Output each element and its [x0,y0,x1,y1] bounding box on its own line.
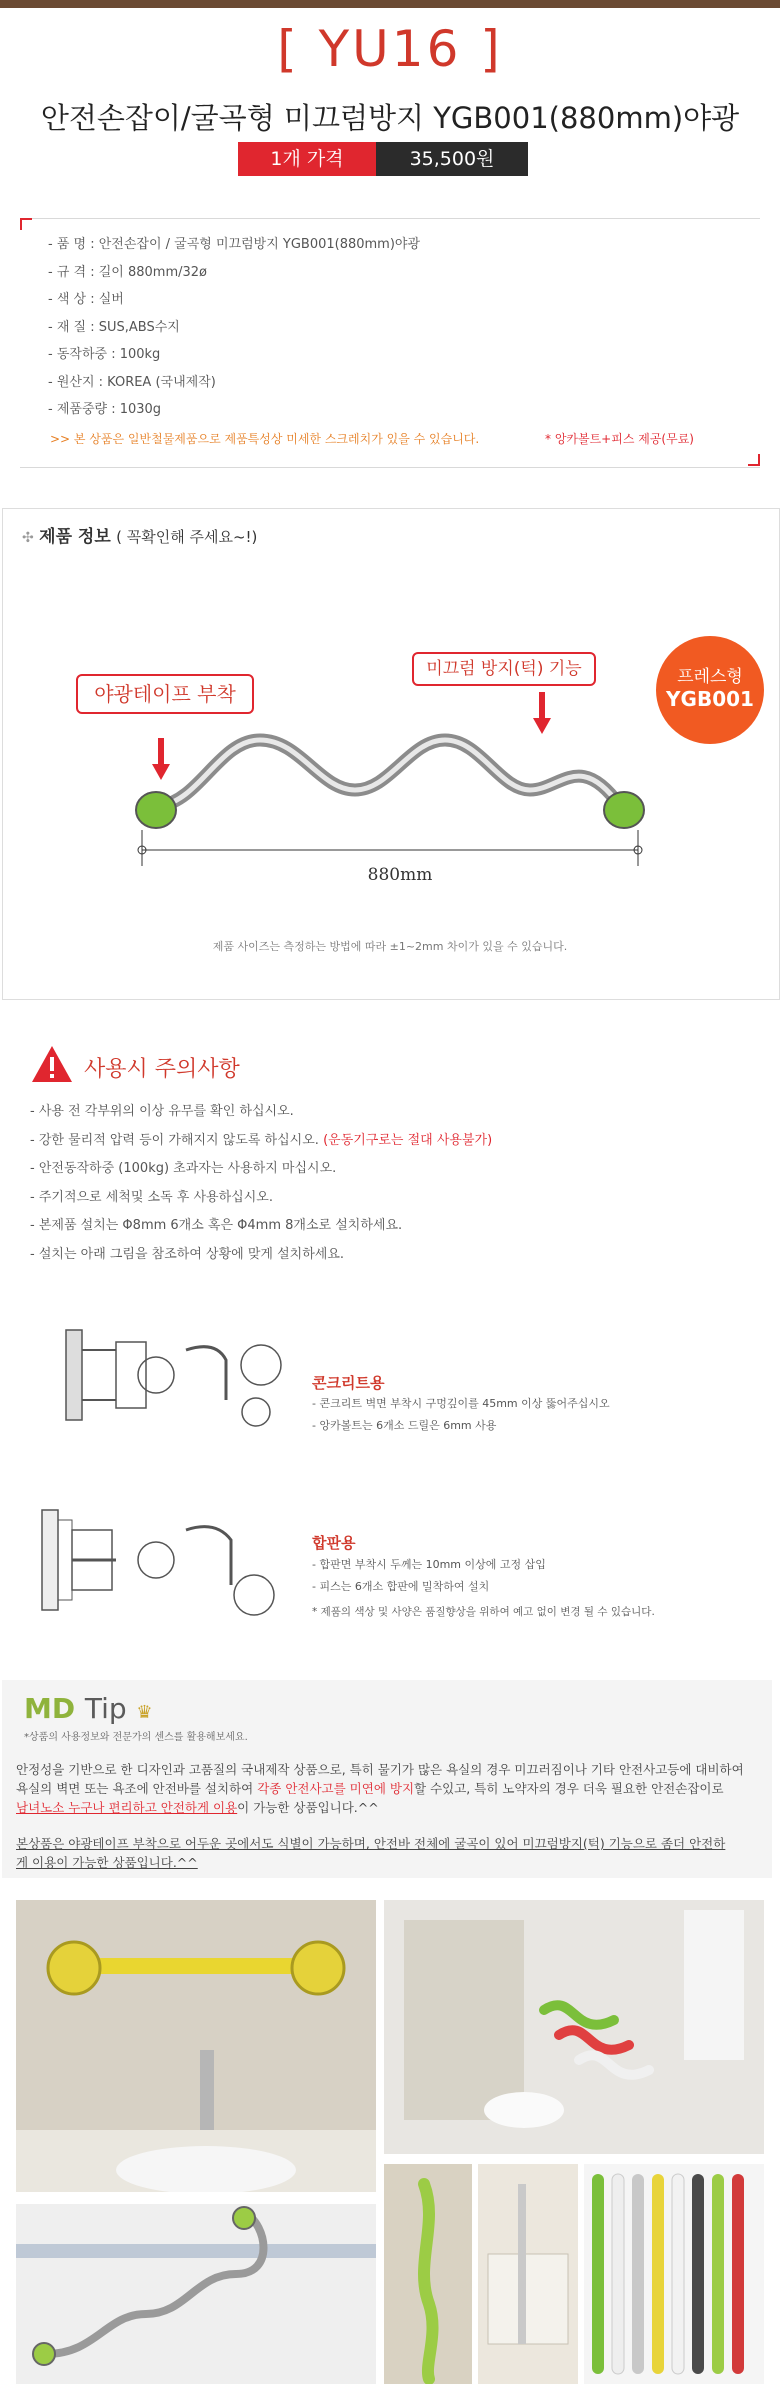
plywood-install-diagram [36,1500,286,1620]
tip-text: 욕실의 벽면 또는 욕조에 안전바를 설치하여 [16,1781,258,1796]
warning-icon [30,1044,74,1084]
caution-item: - 본제품 설치는 Φ8mm 6개소 혹은 Φ4mm 8개소로 설치하세요. [30,1218,403,1233]
move-icon: ✣ [22,530,34,546]
callout-glow-tape: 야광테이프 부착 [76,674,254,714]
size-note: 제품 사이즈는 측정하는 방법에 따라 ±1~2mm 차이가 있을 수 있습니다. [212,940,568,953]
product-info-subtitle: ( 꼭확인해 주세요~!) [116,528,258,546]
left-mount-cap [136,792,176,828]
caution-item [30,1129,492,1158]
concrete-line: - 콘크리트 벽면 부착시 구멍깊이를 45mm 이상 뚫어주십시오 [312,1397,610,1410]
product-photo-colors [584,2164,764,2384]
md-tip-title [24,1692,153,1725]
plywood-line: - 피스는 6개소 합판에 밀착하여 설치 [312,1580,490,1593]
caution-item: - 사용 전 각부위의 이상 유무를 확인 하십시오. [30,1104,294,1119]
spec-item: - 색 상 : 실버 [48,292,124,307]
corner-mark [20,218,32,230]
top-bar [0,0,780,8]
md-tip-subtitle: *상품의 사용정보와 전문가의 센스를 활용해보세요. [24,1732,248,1743]
arrow-right-icon [533,692,551,734]
product-info-heading [22,522,257,547]
plywood-line: - 합판면 부착시 두께는 10mm 이상에 고정 삽입 [312,1558,546,1571]
arrow-left-icon [152,738,170,780]
product-photo-room [478,2164,578,2384]
product-photo-door [384,2164,472,2384]
spec-item: - 동작하중 : 100kg [48,347,161,362]
plywood-title: 합판용 [312,1534,356,1552]
spec-note: >> 본 상품은 일반철물제품으로 제품특성상 미세한 스크레치가 있을 수 있습니다. [50,432,480,446]
spec-item: - 원산지 : KOREA (국내제작) [48,374,216,390]
badge-line2: YGB001 [666,687,754,711]
tip-text: 이 가능한 상품입니다.^^ [237,1800,379,1815]
caution-item: - 안전동작하중 (100kg) 초과자는 사용하지 마십시오. [30,1161,337,1176]
caution-title: 사용시 주의사항 [84,1057,240,1082]
press-type-badge [656,636,764,744]
concrete-title: 콘크리트용 [312,1374,385,1392]
spec-item: - 품 명 : 안전손잡이 / 굴곡형 미끄럼방지 YGB001(880mm)야광 [48,237,421,252]
dimension-label: 880mm [367,865,433,885]
caution-item: - 설치는 아래 그림을 참조하여 상황에 맞게 설치하세요. [30,1246,345,1262]
tip-paragraph-2: 본상품은 야광테이프 부착으로 어두운 곳에서도 식별이 가능하며, 안전바 전체에 굴곡이 있어 미끄럼방지(턱) 기능으로 좀더 안전하게 이용이 가능한 상품입니다.^^ [16,1836,726,1870]
handrail-diagram [120,690,660,900]
spec-item: - 재 질 : SUS,ABS수지 [48,319,180,335]
price-value: 35,500원 [376,142,528,176]
tip-text: 할 수있고, 특히 노약자의 경우 더욱 필요한 안전손잡이로 [414,1781,724,1796]
spec-change-warning: * 제품의 색상 및 사양은 품질향상을 위하여 예고 없이 변경 될 수 있습니다. [312,1606,655,1618]
caution-item: - 주기적으로 세척및 소독 후 사용하십시오. [30,1189,273,1205]
caution-item-text: - 강한 물리적 압력 등이 가해지지 않도록 하십시오. [30,1132,319,1148]
spec-note-extra: * 앙카볼트+피스 제공(무료) [545,432,694,446]
product-photo-toilet [16,1900,376,2192]
tip-text-red: 각종 안전사고를 미연에 방지 [257,1781,415,1796]
md-tip-md: MD [24,1692,76,1725]
tip-text: 안정성을 기반으로 한 디자인과 고품질의 국내제작 상품으로, 특히 물기가 많은 욕실의 경우 미끄러짐이나 기타 안전사고등에 대비하여 [16,1762,744,1777]
concrete-line: - 앙카볼트는 6개소 드릴은 6mm 사용 [312,1419,497,1432]
caution-item-warning: (운동기구로는 절대 사용불가) [323,1132,493,1148]
spec-list [48,233,420,426]
right-mount-cap [604,792,644,828]
corner-mark [748,454,760,466]
product-photo-tile [16,2204,376,2384]
tip-paragraph-1 [16,1760,756,1817]
price-label: 1개 가격 [238,142,376,176]
tip-text-red: 남녀노소 누구나 편리하고 안전하게 이용 [16,1800,238,1815]
spec-item: - 규 격 : 길이 880mm/32ø [48,264,207,280]
handrail-highlight [160,740,620,806]
product-info-title: 제품 정보 [39,527,111,547]
spec-item: - 제품중량 : 1030g [48,402,162,417]
crown-icon: ♛ [136,1702,153,1723]
product-title: 안전손잡이/굴곡형 미끄럼방지 YGB001(880mm)야광 [40,101,740,135]
concrete-install-diagram [56,1320,296,1430]
badge-line1: 프레스형 [677,667,743,687]
caution-list [30,1100,492,1271]
md-tip-tip: Tip [84,1692,127,1725]
model-code: [ YU16 ] [277,20,503,78]
callout-anti-slip: 미끄럼 방지(턱) 기능 [412,652,596,686]
product-photo-showroom [384,1900,764,2154]
